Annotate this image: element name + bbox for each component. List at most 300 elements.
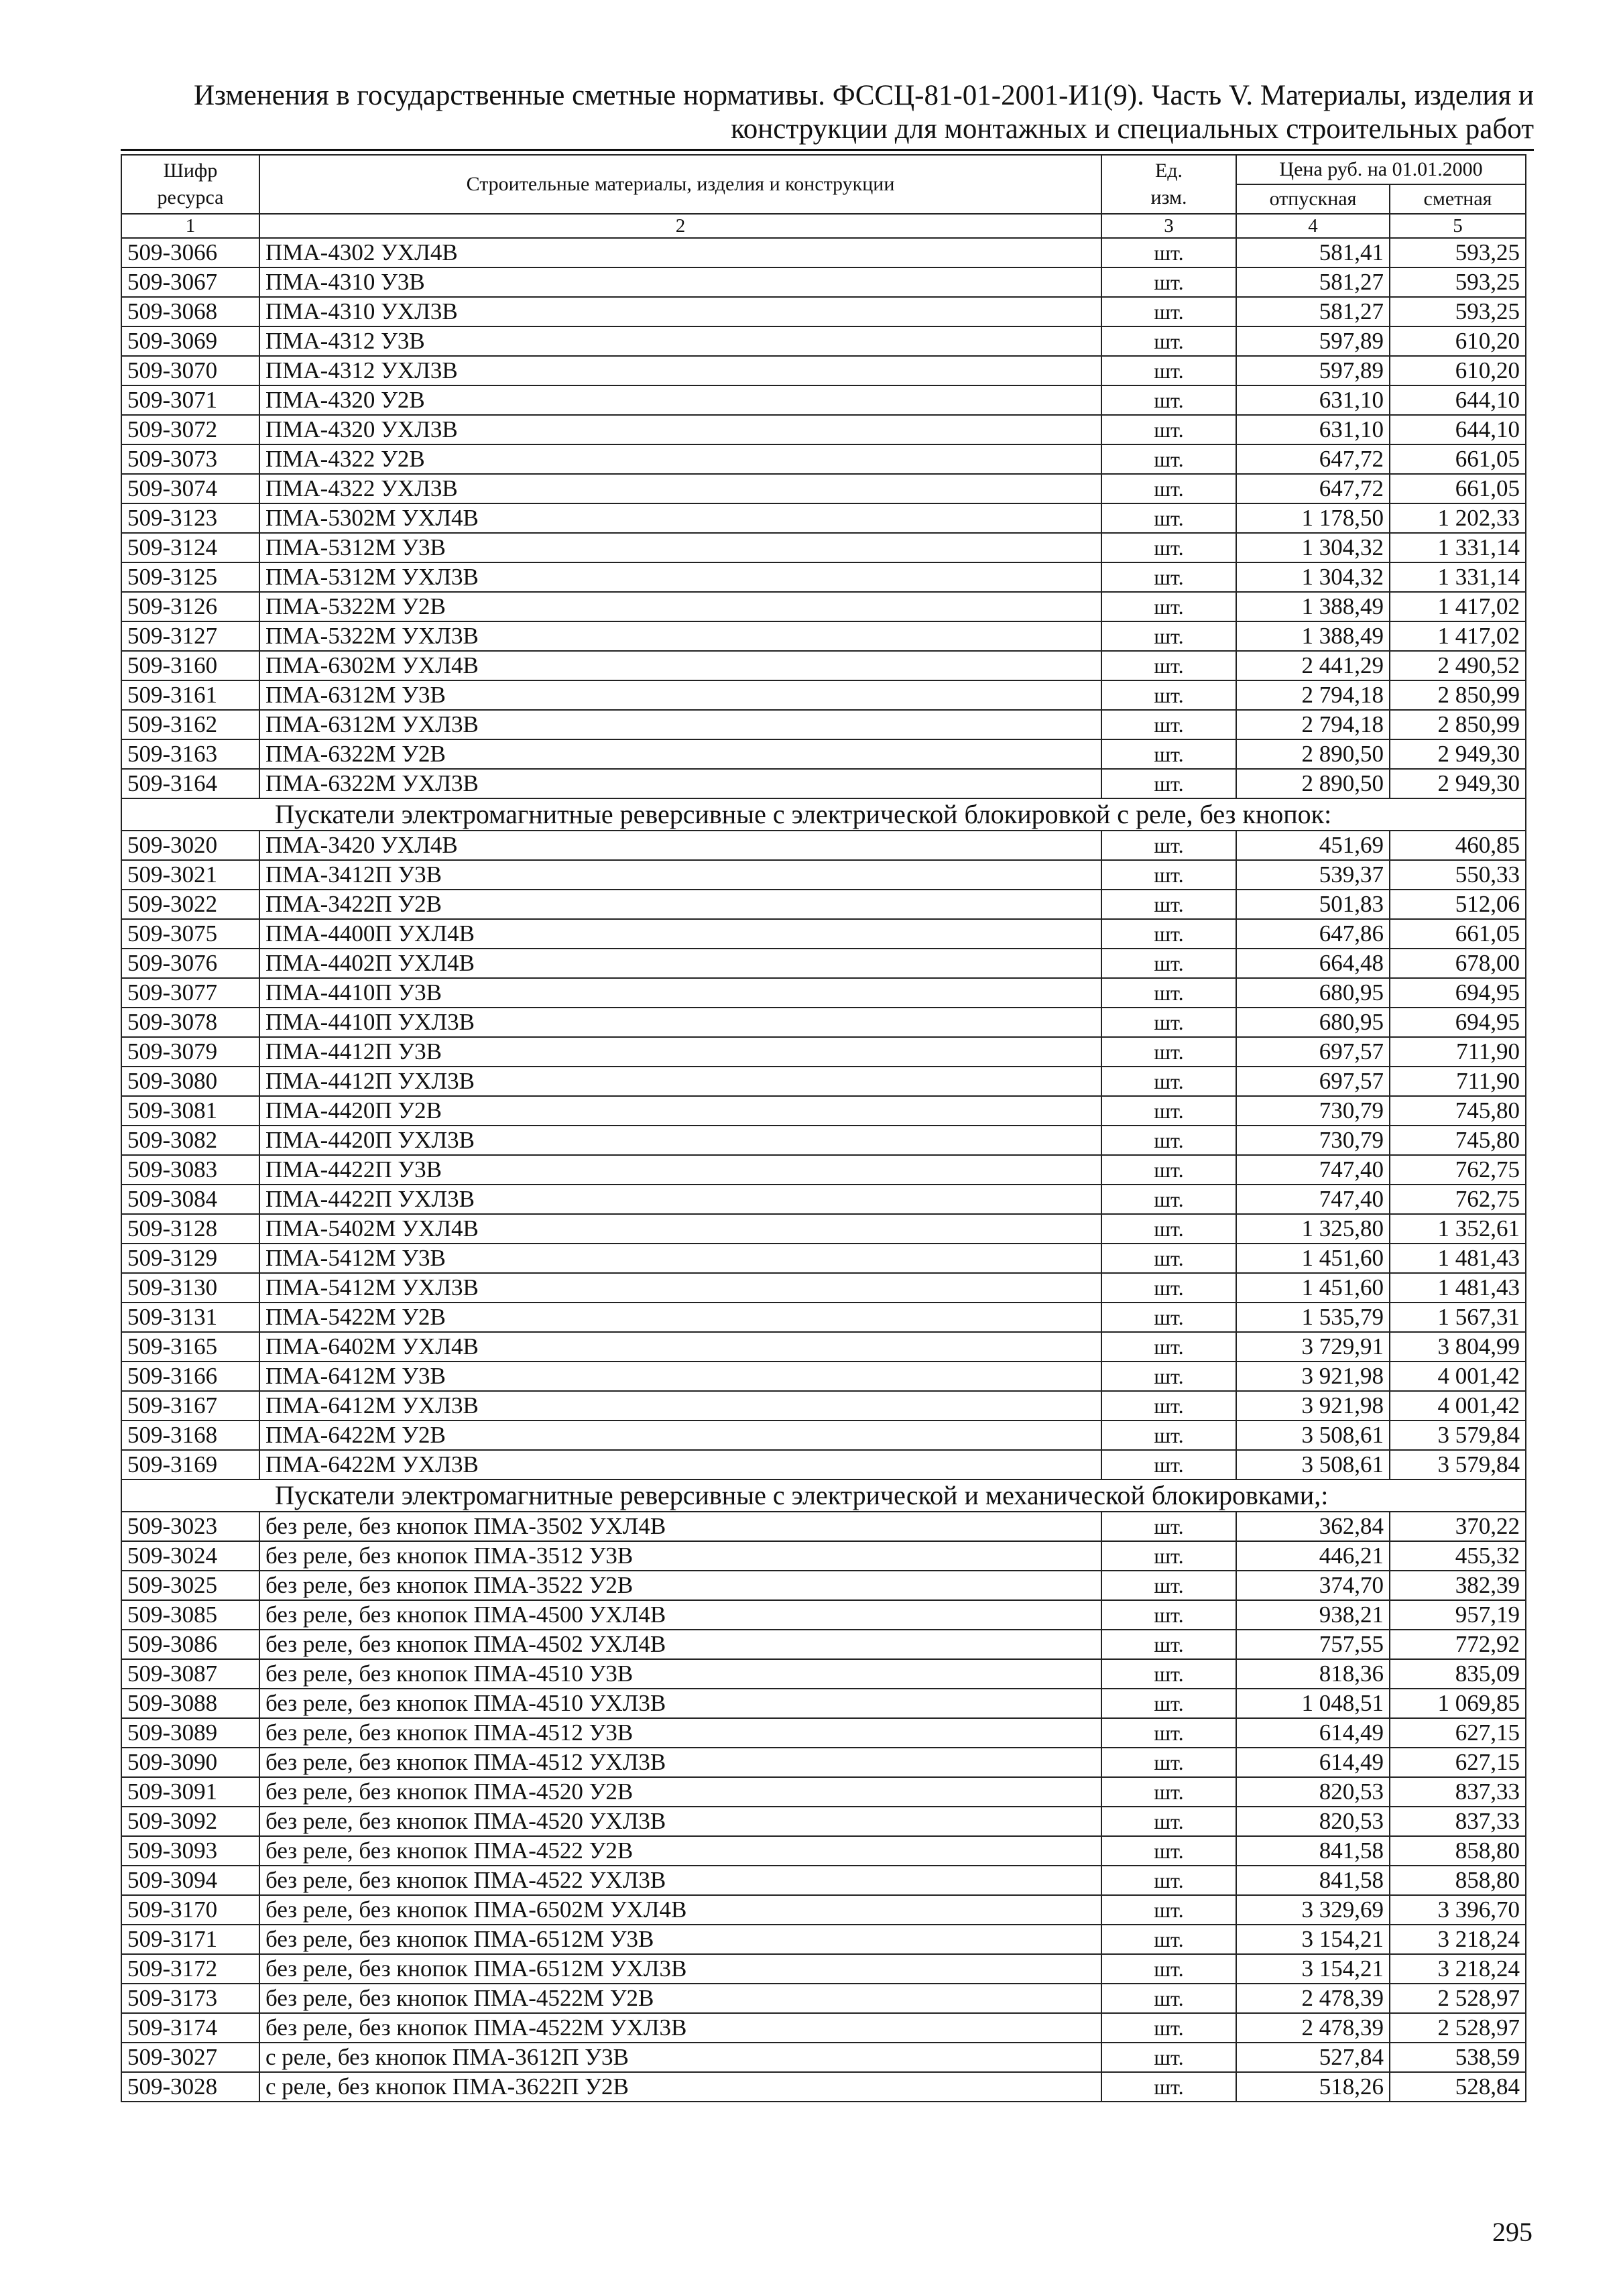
section-row: [121, 1479, 1526, 1512]
price-estimate-cell: 1 481,43: [1390, 1273, 1526, 1303]
price-release-cell: 1 325,80: [1236, 1214, 1390, 1244]
header-title-line-2: конструкции для монтажных и специальных строительных работ: [731, 113, 1534, 145]
table-row: [121, 415, 1526, 444]
price-estimate-cell: 694,95: [1390, 978, 1526, 1008]
table-row: [121, 1718, 1526, 1748]
unit-cell: шт.: [1101, 949, 1236, 978]
table-row: [121, 1659, 1526, 1689]
unit-cell: шт.: [1101, 1630, 1236, 1659]
price-release-cell: 664,48: [1236, 949, 1390, 978]
resource-code-cell: 509-3073: [121, 444, 259, 474]
material-name-cell: ПМА-5412М УХЛ3В: [259, 1273, 1101, 1303]
unit-cell: шт.: [1101, 1450, 1236, 1479]
price-estimate-cell: 1 069,85: [1390, 1689, 1526, 1718]
price-estimate-cell: 2 528,97: [1390, 1984, 1526, 2013]
table-row: [121, 1008, 1526, 1037]
resource-code-cell: 509-3068: [121, 297, 259, 326]
table-row: [121, 2013, 1526, 2043]
material-name-cell: ПМА-5302М УХЛ4В: [259, 503, 1101, 533]
group-2-rows: [121, 831, 1526, 1479]
table-row: [121, 831, 1526, 860]
price-estimate-cell: 762,75: [1390, 1185, 1526, 1214]
material-name-cell: без реле, без кнопок ПМА-3522 У2В: [259, 1571, 1101, 1600]
material-name-cell: ПМА-4312 У3В: [259, 326, 1101, 356]
price-estimate-cell: 644,10: [1390, 385, 1526, 415]
table-row: [121, 1096, 1526, 1126]
unit-cell: шт.: [1101, 1067, 1236, 1096]
unit-cell: шт.: [1101, 533, 1236, 562]
material-name-cell: с реле, без кнопок ПМА-3612П У3В: [259, 2043, 1101, 2072]
unit-cell: шт.: [1101, 978, 1236, 1008]
table-row: [121, 1571, 1526, 1600]
table-row: [121, 1391, 1526, 1421]
price-estimate-cell: 2 949,30: [1390, 769, 1526, 798]
unit-cell: шт.: [1101, 651, 1236, 680]
resource-code-cell: 509-3079: [121, 1037, 259, 1067]
resource-code-cell: 509-3125: [121, 562, 259, 592]
table-row: [121, 1836, 1526, 1866]
resource-code-cell: 509-3077: [121, 978, 259, 1008]
unit-cell: шт.: [1101, 1541, 1236, 1571]
price-release-cell: 3 508,61: [1236, 1421, 1390, 1450]
material-name-cell: без реле, без кнопок ПМА-4510 У3В: [259, 1659, 1101, 1689]
material-name-cell: без реле, без кнопок ПМА-4522 УХЛ3В: [259, 1866, 1101, 1895]
resource-code-cell: 509-3090: [121, 1748, 259, 1777]
table-row: [121, 1748, 1526, 1777]
table-row: [121, 919, 1526, 949]
resource-code-cell: 509-3174: [121, 2013, 259, 2043]
resource-code-cell: 509-3083: [121, 1155, 259, 1185]
resource-code-cell: 509-3161: [121, 680, 259, 710]
price-release-cell: 841,58: [1236, 1866, 1390, 1895]
price-estimate-cell: 610,20: [1390, 356, 1526, 385]
price-release-cell: 3 921,98: [1236, 1391, 1390, 1421]
price-release-cell: 2 890,50: [1236, 739, 1390, 769]
price-release-cell: 631,10: [1236, 385, 1390, 415]
table-row: [121, 651, 1526, 680]
material-name-cell: ПМА-3422П У2В: [259, 890, 1101, 919]
unit-cell: шт.: [1101, 444, 1236, 474]
unit-cell: шт.: [1101, 1303, 1236, 1332]
resource-code-cell: 509-3126: [121, 592, 259, 621]
unit-cell: шт.: [1101, 1659, 1236, 1689]
price-release-cell: 362,84: [1236, 1512, 1390, 1541]
price-estimate-cell: 3 396,70: [1390, 1895, 1526, 1925]
resource-code-cell: 509-3022: [121, 890, 259, 919]
column-header-price-estimate: сметная: [1390, 184, 1526, 214]
unit-cell: шт.: [1101, 621, 1236, 651]
resource-code-cell: 509-3072: [121, 415, 259, 444]
material-name-cell: без реле, без кнопок ПМА-4520 У2В: [259, 1777, 1101, 1807]
material-name-cell: ПМА-4420П У2В: [259, 1096, 1101, 1126]
price-release-cell: 1 304,32: [1236, 533, 1390, 562]
material-name-cell: ПМА-4322 У2В: [259, 444, 1101, 474]
column-header-price: Цена руб. на 01.01.2000: [1236, 155, 1526, 184]
resource-code-cell: 509-3023: [121, 1512, 259, 1541]
table-row: [121, 1630, 1526, 1659]
price-release-cell: 697,57: [1236, 1037, 1390, 1067]
material-name-cell: ПМА-4420П УХЛ3В: [259, 1126, 1101, 1155]
price-estimate-cell: 4 001,42: [1390, 1391, 1526, 1421]
price-release-cell: 1 304,32: [1236, 562, 1390, 592]
price-release-cell: 647,86: [1236, 919, 1390, 949]
price-estimate-cell: 3 579,84: [1390, 1421, 1526, 1450]
section-title: Пускатели электромагнитные реверсивные с электрической блокировкой с реле, без кнопок:: [121, 798, 1526, 831]
table-row: [121, 1866, 1526, 1895]
table-row: [121, 1037, 1526, 1067]
price-release-cell: 647,72: [1236, 444, 1390, 474]
material-name-cell: ПМА-4322 УХЛ3В: [259, 474, 1101, 503]
unit-cell: шт.: [1101, 297, 1236, 326]
unit-cell: шт.: [1101, 1362, 1236, 1391]
table-row: [121, 1214, 1526, 1244]
price-estimate-cell: 382,39: [1390, 1571, 1526, 1600]
table-row: [121, 474, 1526, 503]
price-estimate-cell: 460,85: [1390, 831, 1526, 860]
column-number: 3: [1101, 214, 1236, 238]
unit-cell: шт.: [1101, 1273, 1236, 1303]
unit-cell: шт.: [1101, 890, 1236, 919]
price-estimate-cell: 835,09: [1390, 1659, 1526, 1689]
price-estimate-cell: 528,84: [1390, 2072, 1526, 2102]
resource-code-cell: 509-3087: [121, 1659, 259, 1689]
resource-code-cell: 509-3171: [121, 1925, 259, 1954]
table-row: [121, 385, 1526, 415]
table-row: [121, 1067, 1526, 1096]
price-estimate-cell: 370,22: [1390, 1512, 1526, 1541]
resource-code-cell: 509-3127: [121, 621, 259, 651]
material-name-cell: ПМА-6322М УХЛ3В: [259, 769, 1101, 798]
resource-code-cell: 509-3074: [121, 474, 259, 503]
price-release-cell: 1 388,49: [1236, 621, 1390, 651]
price-estimate-cell: 745,80: [1390, 1126, 1526, 1155]
price-release-cell: 647,72: [1236, 474, 1390, 503]
price-estimate-cell: 661,05: [1390, 444, 1526, 474]
material-name-cell: ПМА-6412М У3В: [259, 1362, 1101, 1391]
price-estimate-cell: 694,95: [1390, 1008, 1526, 1037]
resource-code-cell: 509-3071: [121, 385, 259, 415]
resource-code-cell: 509-3024: [121, 1541, 259, 1571]
unit-cell: шт.: [1101, 592, 1236, 621]
resource-code-cell: 509-3069: [121, 326, 259, 356]
price-estimate-cell: 711,90: [1390, 1037, 1526, 1067]
price-estimate-cell: 772,92: [1390, 1630, 1526, 1659]
price-estimate-cell: 1 481,43: [1390, 1244, 1526, 1273]
resource-code-cell: 509-3167: [121, 1391, 259, 1421]
price-estimate-cell: 2 850,99: [1390, 680, 1526, 710]
material-name-cell: ПМА-6412М УХЛ3В: [259, 1391, 1101, 1421]
table-row: [121, 680, 1526, 710]
table-row: [121, 1155, 1526, 1185]
unit-cell: шт.: [1101, 503, 1236, 533]
material-name-cell: без реле, без кнопок ПМА-3512 У3В: [259, 1541, 1101, 1571]
table-row: [121, 2072, 1526, 2102]
price-release-cell: 446,21: [1236, 1541, 1390, 1571]
material-name-cell: ПМА-4302 УХЛ4В: [259, 238, 1101, 267]
material-name-cell: ПМА-4402П УХЛ4В: [259, 949, 1101, 978]
material-name-cell: ПМА-4410П У3В: [259, 978, 1101, 1008]
column-number: 5: [1390, 214, 1526, 238]
price-estimate-cell: 1 202,33: [1390, 503, 1526, 533]
price-release-cell: 3 154,21: [1236, 1925, 1390, 1954]
price-estimate-cell: 762,75: [1390, 1155, 1526, 1185]
material-name-cell: без реле, без кнопок ПМА-4522М У2В: [259, 1984, 1101, 2013]
column-number: 4: [1236, 214, 1390, 238]
resource-code-cell: 509-3076: [121, 949, 259, 978]
table-row: [121, 326, 1526, 356]
resource-code-cell: 509-3130: [121, 1273, 259, 1303]
group-3: [121, 1479, 1526, 1512]
price-release-cell: 3 729,91: [1236, 1332, 1390, 1362]
table-row: [121, 592, 1526, 621]
material-name-cell: ПМА-5322М УХЛ3В: [259, 621, 1101, 651]
material-name-cell: ПМА-3412П У3В: [259, 860, 1101, 890]
resource-code-cell: 509-3162: [121, 710, 259, 739]
table-row: [121, 1362, 1526, 1391]
price-release-cell: 614,49: [1236, 1748, 1390, 1777]
price-release-cell: 3 508,61: [1236, 1450, 1390, 1479]
table-row: [121, 444, 1526, 474]
price-release-cell: 597,89: [1236, 356, 1390, 385]
material-name-cell: ПМА-5312М У3В: [259, 533, 1101, 562]
column-header-unit-line-1: Ед.: [1154, 160, 1183, 182]
unit-cell: шт.: [1101, 1984, 1236, 2013]
resource-code-cell: 509-3021: [121, 860, 259, 890]
resource-code-cell: 509-3081: [121, 1096, 259, 1126]
unit-cell: шт.: [1101, 919, 1236, 949]
material-name-cell: ПМА-4410П УХЛ3В: [259, 1008, 1101, 1037]
unit-cell: шт.: [1101, 1571, 1236, 1600]
resource-code-cell: 509-3088: [121, 1689, 259, 1718]
table-row: [121, 1689, 1526, 1718]
price-estimate-cell: 837,33: [1390, 1777, 1526, 1807]
price-estimate-cell: 610,20: [1390, 326, 1526, 356]
price-estimate-cell: 593,25: [1390, 238, 1526, 267]
price-release-cell: 451,69: [1236, 831, 1390, 860]
price-release-cell: 374,70: [1236, 1571, 1390, 1600]
price-estimate-cell: 4 001,42: [1390, 1362, 1526, 1391]
price-estimate-cell: 2 528,97: [1390, 2013, 1526, 2043]
column-header-code-line-1: Шифр: [163, 160, 218, 182]
table-row: [121, 1600, 1526, 1630]
material-name-cell: ПМА-5402М УХЛ4В: [259, 1214, 1101, 1244]
price-table: [121, 154, 1526, 2102]
price-release-cell: 501,83: [1236, 890, 1390, 919]
price-estimate-cell: 3 579,84: [1390, 1450, 1526, 1479]
resource-code-cell: 509-3091: [121, 1777, 259, 1807]
material-name-cell: ПМА-4412П У3В: [259, 1037, 1101, 1067]
column-header-code-line-2: ресурса: [157, 186, 224, 208]
resource-code-cell: 509-3080: [121, 1067, 259, 1096]
unit-cell: шт.: [1101, 267, 1236, 297]
material-name-cell: ПМА-4400П УХЛ4В: [259, 919, 1101, 949]
table-row: [121, 1512, 1526, 1541]
price-release-cell: 2 441,29: [1236, 651, 1390, 680]
material-name-cell: ПМА-6402М УХЛ4В: [259, 1332, 1101, 1362]
material-name-cell: ПМА-4320 УХЛ3В: [259, 415, 1101, 444]
table-row: [121, 1126, 1526, 1155]
price-release-cell: 1 388,49: [1236, 592, 1390, 621]
unit-cell: шт.: [1101, 1008, 1236, 1037]
resource-code-cell: 509-3093: [121, 1836, 259, 1866]
material-name-cell: ПМА-6302М УХЛ4В: [259, 651, 1101, 680]
table-row: [121, 1332, 1526, 1362]
price-release-cell: 2 890,50: [1236, 769, 1390, 798]
price-release-cell: 1 451,60: [1236, 1244, 1390, 1273]
price-release-cell: 581,27: [1236, 297, 1390, 326]
material-name-cell: ПМА-5422М У2В: [259, 1303, 1101, 1332]
price-estimate-cell: 661,05: [1390, 919, 1526, 949]
material-name-cell: без реле, без кнопок ПМА-4520 УХЛ3В: [259, 1807, 1101, 1836]
price-estimate-cell: 1 352,61: [1390, 1214, 1526, 1244]
material-name-cell: ПМА-4320 У2В: [259, 385, 1101, 415]
price-estimate-cell: 1 417,02: [1390, 592, 1526, 621]
unit-cell: шт.: [1101, 1421, 1236, 1450]
column-header-unit-line-2: изм.: [1150, 186, 1187, 208]
material-name-cell: без реле, без кнопок ПМА-4510 УХЛ3В: [259, 1689, 1101, 1718]
material-name-cell: ПМА-4310 У3В: [259, 267, 1101, 297]
price-estimate-cell: 745,80: [1390, 1096, 1526, 1126]
material-name-cell: без реле, без кнопок ПМА-6502М УХЛ4В: [259, 1895, 1101, 1925]
price-release-cell: 518,26: [1236, 2072, 1390, 2102]
unit-cell: шт.: [1101, 1748, 1236, 1777]
unit-cell: шт.: [1101, 860, 1236, 890]
material-name-cell: без реле, без кнопок ПМА-6512М У3В: [259, 1925, 1101, 1954]
price-estimate-cell: 711,90: [1390, 1067, 1526, 1096]
resource-code-cell: 509-3067: [121, 267, 259, 297]
table-row: [121, 1303, 1526, 1332]
unit-cell: шт.: [1101, 1836, 1236, 1866]
price-estimate-cell: 512,06: [1390, 890, 1526, 919]
price-release-cell: 539,37: [1236, 860, 1390, 890]
resource-code-cell: 509-3070: [121, 356, 259, 385]
price-release-cell: 1 178,50: [1236, 503, 1390, 533]
resource-code-cell: 509-3164: [121, 769, 259, 798]
unit-cell: шт.: [1101, 831, 1236, 860]
table-row: [121, 1273, 1526, 1303]
table-row: [121, 1244, 1526, 1273]
table-row: [121, 1954, 1526, 1984]
column-header-unit: [1101, 155, 1236, 214]
price-estimate-cell: 2 490,52: [1390, 651, 1526, 680]
price-release-cell: 747,40: [1236, 1185, 1390, 1214]
unit-cell: шт.: [1101, 1512, 1236, 1541]
price-release-cell: 841,58: [1236, 1836, 1390, 1866]
price-release-cell: 581,41: [1236, 238, 1390, 267]
resource-code-cell: 509-3173: [121, 1984, 259, 2013]
material-name-cell: без реле, без кнопок ПМА-3502 УХЛ4В: [259, 1512, 1101, 1541]
price-release-cell: 3 329,69: [1236, 1895, 1390, 1925]
unit-cell: шт.: [1101, 2043, 1236, 2072]
price-release-cell: 581,27: [1236, 267, 1390, 297]
material-name-cell: ПМА-5312М УХЛ3В: [259, 562, 1101, 592]
price-estimate-cell: 957,19: [1390, 1600, 1526, 1630]
unit-cell: шт.: [1101, 1185, 1236, 1214]
resource-code-cell: 509-3124: [121, 533, 259, 562]
price-release-cell: 3 154,21: [1236, 1954, 1390, 1984]
table-row: [121, 949, 1526, 978]
price-estimate-cell: 2 949,30: [1390, 739, 1526, 769]
price-release-cell: 730,79: [1236, 1126, 1390, 1155]
price-release-cell: 697,57: [1236, 1067, 1390, 1096]
price-estimate-cell: 2 850,99: [1390, 710, 1526, 739]
unit-cell: шт.: [1101, 1600, 1236, 1630]
unit-cell: шт.: [1101, 1895, 1236, 1925]
unit-cell: шт.: [1101, 680, 1236, 710]
resource-code-cell: 509-3131: [121, 1303, 259, 1332]
material-name-cell: ПМА-4412П УХЛ3В: [259, 1067, 1101, 1096]
resource-code-cell: 509-3170: [121, 1895, 259, 1925]
price-estimate-cell: 858,80: [1390, 1866, 1526, 1895]
material-name-cell: ПМА-4310 УХЛ3В: [259, 297, 1101, 326]
table-row: [121, 297, 1526, 326]
price-estimate-cell: 837,33: [1390, 1807, 1526, 1836]
price-estimate-cell: 1 567,31: [1390, 1303, 1526, 1332]
resource-code-cell: 509-3086: [121, 1630, 259, 1659]
unit-cell: шт.: [1101, 562, 1236, 592]
price-estimate-cell: 455,32: [1390, 1541, 1526, 1571]
price-release-cell: 820,53: [1236, 1777, 1390, 1807]
material-name-cell: без реле, без кнопок ПМА-4502 УХЛ4В: [259, 1630, 1101, 1659]
section-row: [121, 798, 1526, 831]
resource-code-cell: 509-3166: [121, 1362, 259, 1391]
price-release-cell: 631,10: [1236, 415, 1390, 444]
header-title-line-1: Изменения в государственные сметные нормативы. ФССЦ-81-01-2001-И1(9). Часть V. Материалы, изделия и: [194, 80, 1534, 111]
material-name-cell: ПМА-5412М У3В: [259, 1244, 1101, 1273]
table-row: [121, 739, 1526, 769]
unit-cell: шт.: [1101, 769, 1236, 798]
table-row: [121, 1450, 1526, 1479]
price-estimate-cell: 3 804,99: [1390, 1332, 1526, 1362]
unit-cell: шт.: [1101, 1718, 1236, 1748]
price-release-cell: 1 451,60: [1236, 1273, 1390, 1303]
price-release-cell: 2 478,39: [1236, 2013, 1390, 2043]
material-name-cell: ПМА-6312М У3В: [259, 680, 1101, 710]
column-header-name: Строительные материалы, изделия и конструкции: [259, 155, 1101, 214]
price-estimate-cell: 1 417,02: [1390, 621, 1526, 651]
material-name-cell: с реле, без кнопок ПМА-3622П У2В: [259, 2072, 1101, 2102]
table-row: [121, 1541, 1526, 1571]
resource-code-cell: 509-3020: [121, 831, 259, 860]
unit-cell: шт.: [1101, 1126, 1236, 1155]
table-row: [121, 860, 1526, 890]
price-release-cell: 680,95: [1236, 978, 1390, 1008]
unit-cell: шт.: [1101, 1391, 1236, 1421]
material-name-cell: ПМА-6422М УХЛ3В: [259, 1450, 1101, 1479]
group-2: [121, 798, 1526, 831]
price-release-cell: 820,53: [1236, 1807, 1390, 1836]
price-release-cell: 730,79: [1236, 1096, 1390, 1126]
unit-cell: шт.: [1101, 1954, 1236, 1984]
unit-cell: шт.: [1101, 710, 1236, 739]
header-divider: [121, 149, 1534, 151]
resource-code-cell: 509-3082: [121, 1126, 259, 1155]
resource-code-cell: 509-3094: [121, 1866, 259, 1895]
price-estimate-cell: 538,59: [1390, 2043, 1526, 2072]
price-release-cell: 1 535,79: [1236, 1303, 1390, 1332]
material-name-cell: ПМА-4312 УХЛ3В: [259, 356, 1101, 385]
unit-cell: шт.: [1101, 2013, 1236, 2043]
unit-cell: шт.: [1101, 1866, 1236, 1895]
table-row: [121, 267, 1526, 297]
resource-code-cell: 509-3169: [121, 1450, 259, 1479]
unit-cell: шт.: [1101, 474, 1236, 503]
group-3-rows: [121, 1512, 1526, 2102]
price-estimate-cell: 644,10: [1390, 415, 1526, 444]
price-release-cell: 680,95: [1236, 1008, 1390, 1037]
price-estimate-cell: 627,15: [1390, 1748, 1526, 1777]
resource-code-cell: 509-3025: [121, 1571, 259, 1600]
